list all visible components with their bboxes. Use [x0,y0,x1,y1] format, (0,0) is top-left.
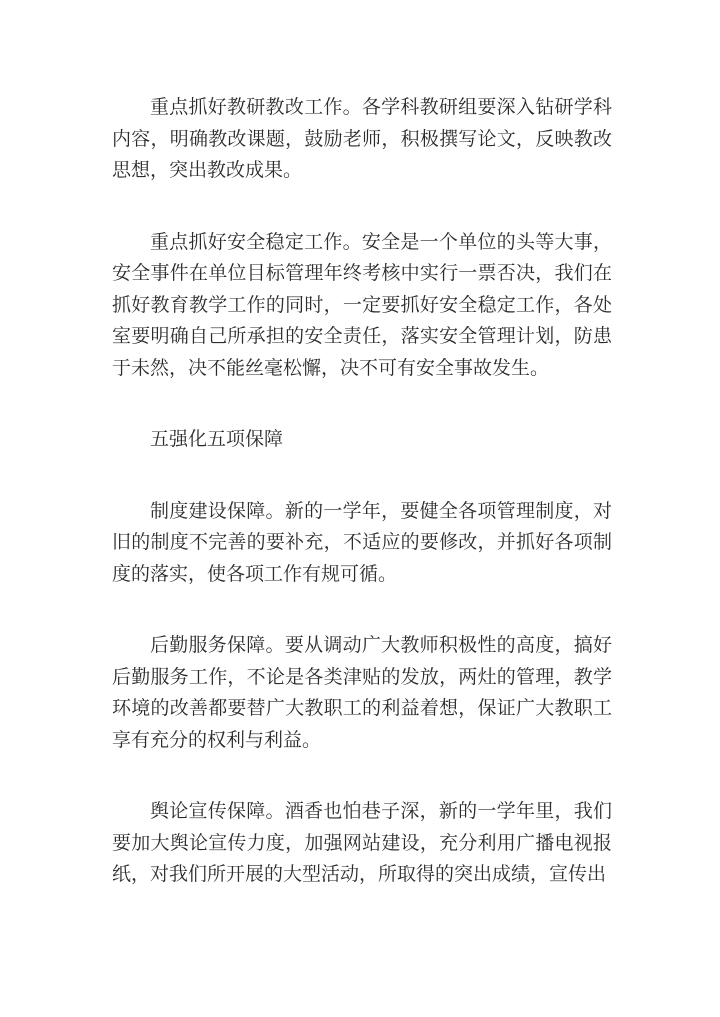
document-body [112,92,612,931]
section-heading: 五强化五项保障 [150,428,284,450]
paragraph-teaching-research: 重点抓好教研教改工作。各学科教研组要深入钻研学科内容，明确教改课题，鼓励老师，积极撰写论文，反映教改思想，突出教改成果。 [112,96,612,181]
paragraph-logistics-service: 后勤服务保障。要从调动广大教师积极性的高度，搞好后勤服务工作，不论是各类津贴的发放，两灶的管理，教学环境的改善都要替广大教职工的利益着想，保证广大教职工享有充分的权利与利益。 [112,634,612,751]
paragraph-safety-stability: 重点抓好安全稳定工作。安全是一个单位的头等大事，安全事件在单位目标管理年终考核中实行一票否决，我们在抓好教育教学工作的同时，一定要抓好安全稳定工作，各处室要明确自己所承担的安全责任，落实安全管理计划，防患于未然，决不能丝毫松懈，决不可有安全事故发生。 [112,230,612,379]
paragraph-system-building: 制度建设保障。新的一学年，要健全各项管理制度，对旧的制度不完善的要补充，不适应的要修改，并抓好各项制度的落实，使各项工作有规可循。 [112,499,612,585]
paragraph-publicity: 舆论宣传保障。酒香也怕巷子深，新的一学年里，我们要加大舆论宣传力度，加强网站建设，充分利用广播电视报纸，对我们所开展的大型活动，所取得的突出成绩，宣传出 [112,800,612,885]
